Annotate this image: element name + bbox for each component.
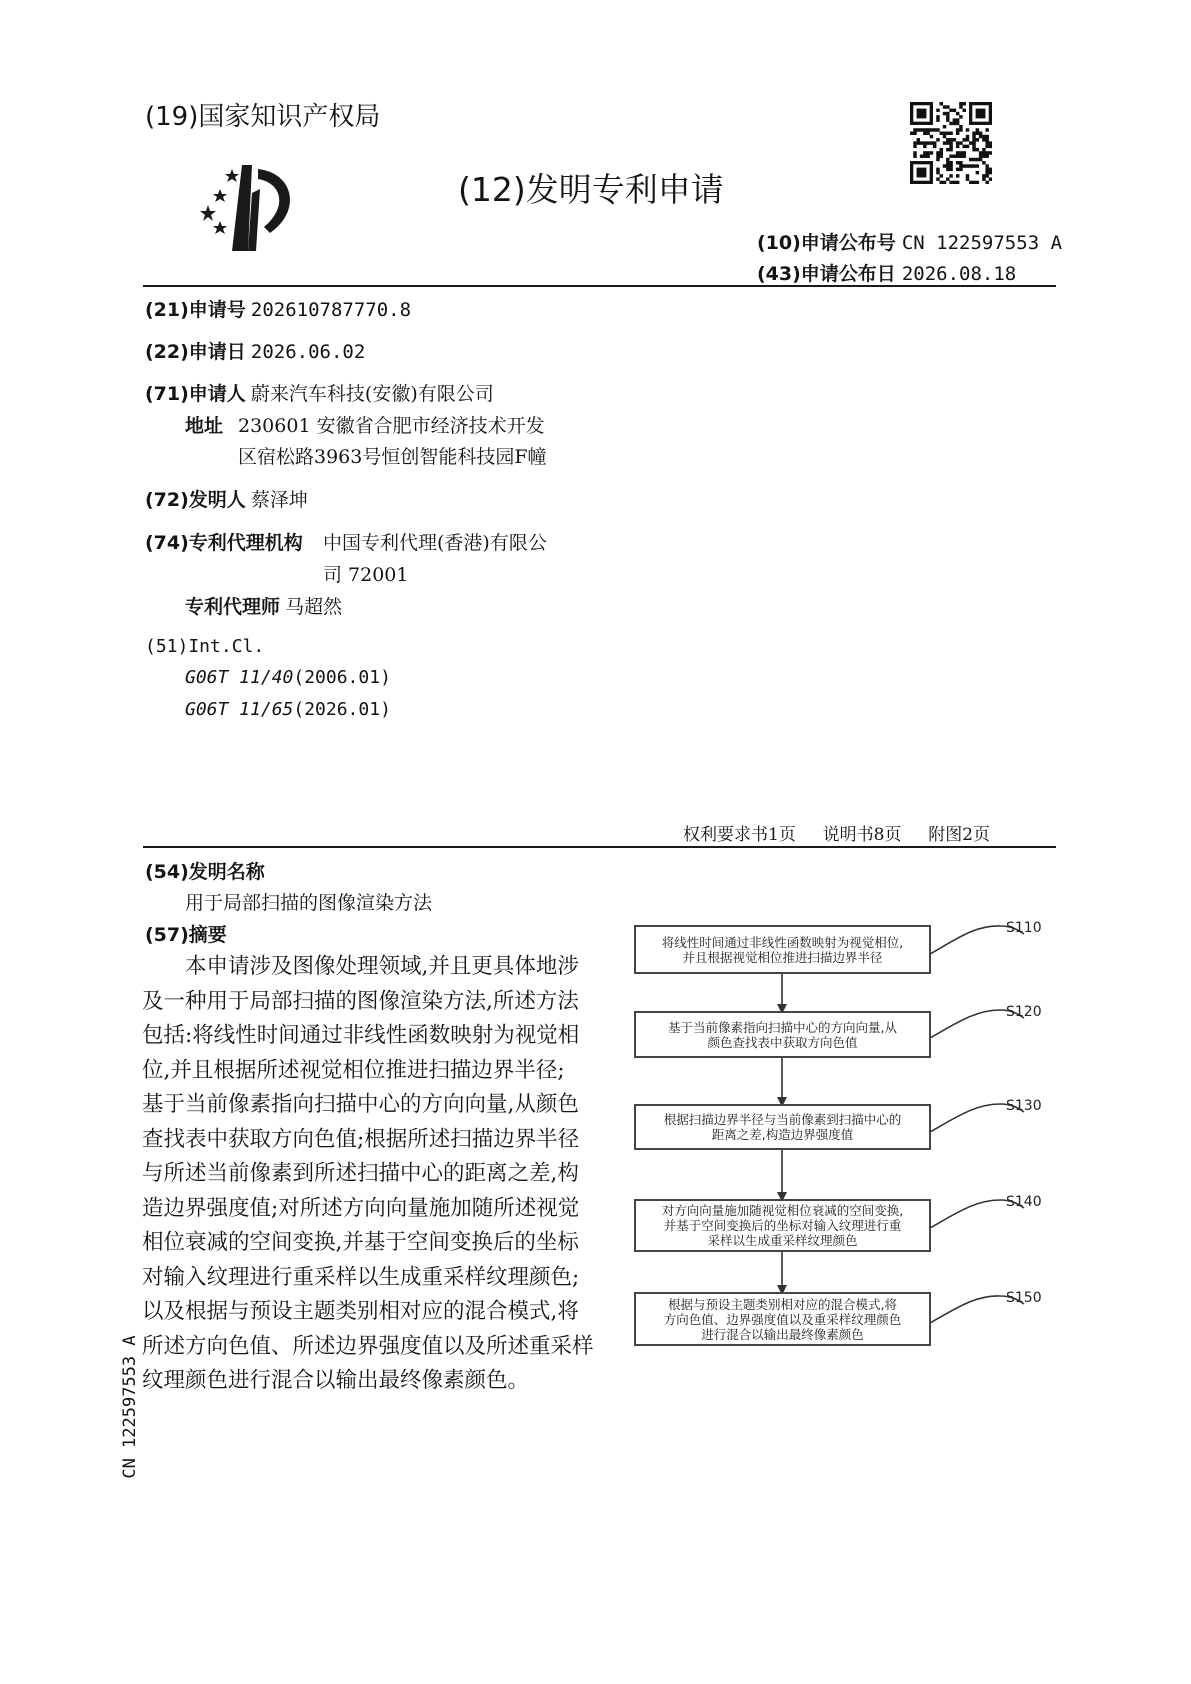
abstract-line: 位,并且根据所述视觉相位推进扫描边界半径; bbox=[142, 1057, 565, 1083]
flow-step-text: 方向色值、边界强度值以及重采样纹理颜色 bbox=[663, 1311, 902, 1327]
claims-pages: 权利要求书1页 bbox=[683, 825, 796, 845]
side-publication-code: CN 122597553 A bbox=[120, 1335, 140, 1479]
flow-step-text: 采样以生成重采样纹理颜色 bbox=[707, 1233, 858, 1248]
abstract-line: 造边界强度值;对所述方向向量施加随所述视觉 bbox=[142, 1195, 580, 1221]
flow-step-text: 进行混合以输出最终像素颜色 bbox=[701, 1326, 864, 1342]
cnipa-emblem-icon bbox=[198, 163, 310, 253]
qr-code bbox=[910, 102, 992, 184]
flow-step-box bbox=[634, 1199, 931, 1252]
header-divider bbox=[143, 285, 1056, 287]
intcl-label: (51)Int.Cl. bbox=[145, 636, 265, 657]
agency-label: (74)专利代理机构 bbox=[145, 532, 303, 554]
drawings-pages: 附图2页 bbox=[928, 825, 991, 845]
patent-agent-label: 专利代理师 bbox=[185, 596, 281, 618]
flow-step-text: 根据与预设主题类别相对应的混合模式,将 bbox=[668, 1296, 897, 1312]
flow-step-id: S130 bbox=[1006, 1098, 1042, 1114]
address-line-1: 230601 安徽省合肥市经济技术开发 bbox=[238, 415, 545, 437]
flow-step-id: S140 bbox=[1006, 1194, 1042, 1210]
application-number bbox=[145, 295, 411, 322]
flow-step-box bbox=[634, 1292, 931, 1346]
document-type: (12)发明专利申请 bbox=[458, 170, 724, 209]
flow-step-text: 并且根据视觉相位推进扫描边界半径 bbox=[682, 949, 883, 965]
publication-number-label: (10)申请公布号 bbox=[757, 232, 896, 254]
agency-line-1: 中国专利代理(香港)有限公 bbox=[323, 532, 547, 554]
address-line-2: 区宿松路3963号恒创智能科技园F幢 bbox=[238, 446, 547, 468]
flow-step-text: 将线性时间通过非线性函数映射为视觉相位, bbox=[661, 934, 904, 950]
description-pages: 说明书8页 bbox=[822, 825, 902, 845]
flow-step-box bbox=[634, 1011, 931, 1058]
flow-step-text: 并基于空间变换后的坐标对输入纹理进行重 bbox=[663, 1218, 902, 1233]
publication-date-value: 2026.08.18 bbox=[901, 263, 1017, 285]
intcl-date: (2026.01) bbox=[293, 699, 391, 720]
intcl-code: G06T 11/65 bbox=[185, 699, 294, 720]
inventor-label: (72)发明人 bbox=[145, 489, 246, 511]
intcl-code: G06T 11/40 bbox=[185, 667, 294, 688]
application-date bbox=[145, 337, 365, 364]
abstract-line: 基于当前像素指向扫描中心的方向向量,从颜色 bbox=[142, 1092, 579, 1117]
flow-step-id: S150 bbox=[1006, 1290, 1042, 1306]
abstract-line: 本申请涉及图像处理领域,并且更具体地涉 bbox=[185, 954, 579, 979]
publication-number bbox=[757, 228, 1062, 255]
flow-step-box bbox=[634, 1104, 931, 1150]
application-number-label: (21)申请号 bbox=[145, 299, 246, 321]
abstract-line: 相位衰减的空间变换,并基于空间变换后的坐标 bbox=[142, 1230, 579, 1255]
patent-agent bbox=[185, 592, 342, 619]
address-label: 地址 bbox=[185, 415, 224, 437]
abstract-label: (57)摘要 bbox=[145, 924, 227, 946]
applicant bbox=[145, 379, 494, 406]
patent-agent-value: 马超然 bbox=[285, 596, 343, 618]
application-number-value: 202610787770.8 bbox=[250, 299, 412, 321]
flow-step-text: 基于当前像素指向扫描中心的方向向量,从 bbox=[668, 1019, 897, 1035]
intcl-item bbox=[185, 699, 391, 720]
inventor bbox=[145, 485, 308, 512]
abstract-line: 纹理颜色进行混合以输出最终像素颜色。 bbox=[142, 1368, 530, 1393]
application-date-label: (22)申请日 bbox=[145, 341, 246, 363]
flow-step-id: S110 bbox=[1006, 920, 1042, 936]
abstract-line: 以及根据与预设主题类别相对应的混合模式,将 bbox=[142, 1299, 579, 1324]
abstract-line: 所述方向色值、所述边界强度值以及所述重采样 bbox=[142, 1333, 594, 1359]
applicant-value: 蔚来汽车科技(安徽)有限公司 bbox=[250, 383, 494, 405]
publication-date bbox=[757, 259, 1016, 286]
office-name: (19)国家知识产权局 bbox=[145, 102, 381, 132]
applicant-label: (71)申请人 bbox=[145, 383, 246, 405]
abstract-line: 对输入纹理进行重采样以生成重采样纹理颜色; bbox=[142, 1264, 580, 1290]
abstract-text bbox=[142, 950, 594, 1399]
abstract-line: 及一种用于局部扫描的图像渲染方法,所述方法 bbox=[142, 988, 579, 1014]
abstract-line: 查找表中获取方向色值;根据所述扫描边界半径 bbox=[142, 1126, 580, 1152]
page-counts bbox=[683, 820, 990, 845]
intcl-date: (2006.01) bbox=[293, 667, 391, 688]
publication-date-label: (43)申请公布日 bbox=[757, 263, 896, 285]
flow-step-id: S120 bbox=[1006, 1004, 1042, 1020]
flow-step-text: 颜色查找表中获取方向色值 bbox=[707, 1034, 858, 1050]
invention-title: 用于局部扫描的图像渲染方法 bbox=[185, 892, 433, 914]
intcl-item bbox=[185, 667, 391, 688]
agency-line-2: 司 72001 bbox=[323, 564, 409, 586]
inventor-value: 蔡泽坤 bbox=[250, 489, 308, 511]
flow-step-text: 距离之差,构造边界强度值 bbox=[711, 1127, 854, 1142]
invention-title-label: (54)发明名称 bbox=[145, 861, 265, 883]
publication-number-value: CN 122597553 A bbox=[901, 232, 1063, 254]
abstract-line: 与所述当前像素到所述扫描中心的距离之差,构 bbox=[142, 1161, 579, 1186]
section-divider bbox=[143, 846, 1056, 848]
flow-step-text: 根据扫描边界半径与当前像素到扫描中心的 bbox=[663, 1112, 902, 1127]
flow-step-box bbox=[634, 925, 931, 974]
abstract-line: 包括:将线性时间通过非线性函数映射为视觉相 bbox=[142, 1023, 580, 1048]
flow-step-text: 对方向向量施加随视觉相位衰减的空间变换, bbox=[661, 1203, 904, 1218]
application-date-value: 2026.06.02 bbox=[250, 341, 366, 363]
